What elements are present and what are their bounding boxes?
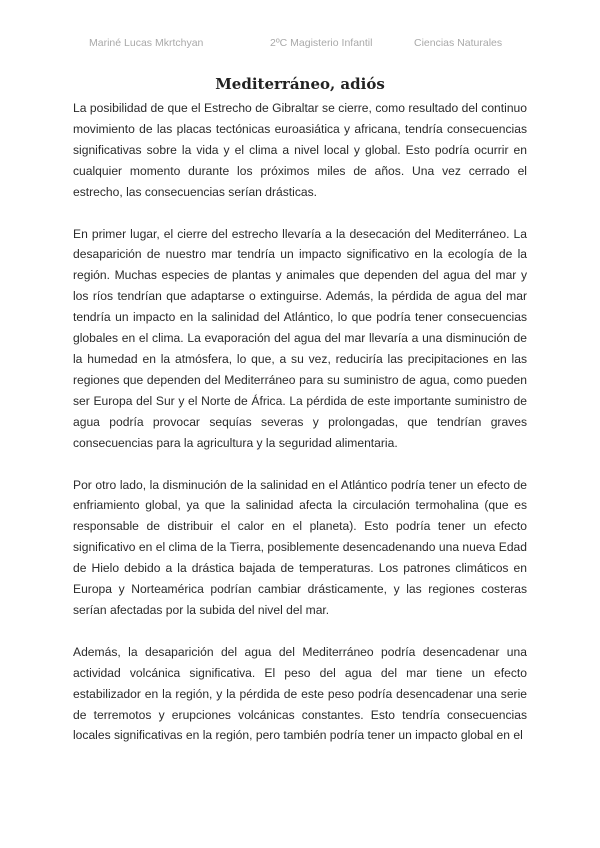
header-subject: Ciencias Naturales [414, 37, 503, 49]
page-header [0, 37, 600, 51]
document-title: Mediterráneo, adiós [215, 75, 385, 93]
header-course: 2ºC Magisterio Infantil [270, 37, 373, 49]
document-body [73, 98, 527, 767]
paragraph-2: En primer lugar, el cierre del estrecho llevaría a la desecación del Mediterráneo. La desaparición de nuestro mar tendría un impacto significativo en la ecología de la región. Muchas especies de plantas y animales que dependen del agua del mar y los ríos tendrían que adaptarse o extinguirse. Además, la pérdida de agua del mar tendría un impacto en la salinidad del Atlántico, lo que podría tener consecuencias globales en el clima. La evaporación del agua del mar llevaría a una disminución de la humedad en la atmósfera, lo que, a su vez, reduciría las precipitaciones en las regiones que dependen del Mediterráneo para su suministro de agua, como pueden ser Europa del Sur y el Norte de África. La pérdida de este importante suministro de agua podría provocar sequías severas y prolongadas, que tendrían graves consecuencias para la agricultura y la seguridad alimentaria. [73, 226, 527, 450]
paragraph-3: Por otro lado, la disminución de la salinidad en el Atlántico podría tener un efecto de enfriamiento global, ya que la salinidad afecta la circulación termohalina (que es responsable de distribuir el calor en el planeta). Esto podría tener un efecto significativo en el clima de la Tierra, posiblemente desencadenando una nueva Edad de Hielo debido a la drástica bajada de temperaturas. Los patrones climáticos en Europa y Norteamérica podrían cambiar drásticamente, y las regiones costeras serían afectadas por la subida del nivel del mar. [73, 477, 527, 617]
paragraph-1: La posibilidad de que el Estrecho de Gibraltar se cierre, como resultado del continuo movimiento de las placas tectónicas euroasiática y africana, tendría consecuencias significativas sobre la vida y el clima a nivel local y global. Esto podría ocurrir en cualquier momento durante los próximos miles de años. Una vez cerrado el estrecho, las consecuencias serían drásticas. [73, 101, 527, 199]
header-author: Mariné Lucas Mkrtchyan [89, 37, 204, 49]
paragraph-4: Además, la desaparición del agua del Mediterráneo podría desencadenar una actividad volcánica significativa. El peso del agua del mar tiene un efecto estabilizador en la región, y la pérdida de este peso podría desencadenar una serie de terremotos y erupciones volcánicas constantes. Esto tendría consecuencias locales significativas en la región, pero también podría tener un impacto global en el [73, 644, 527, 743]
